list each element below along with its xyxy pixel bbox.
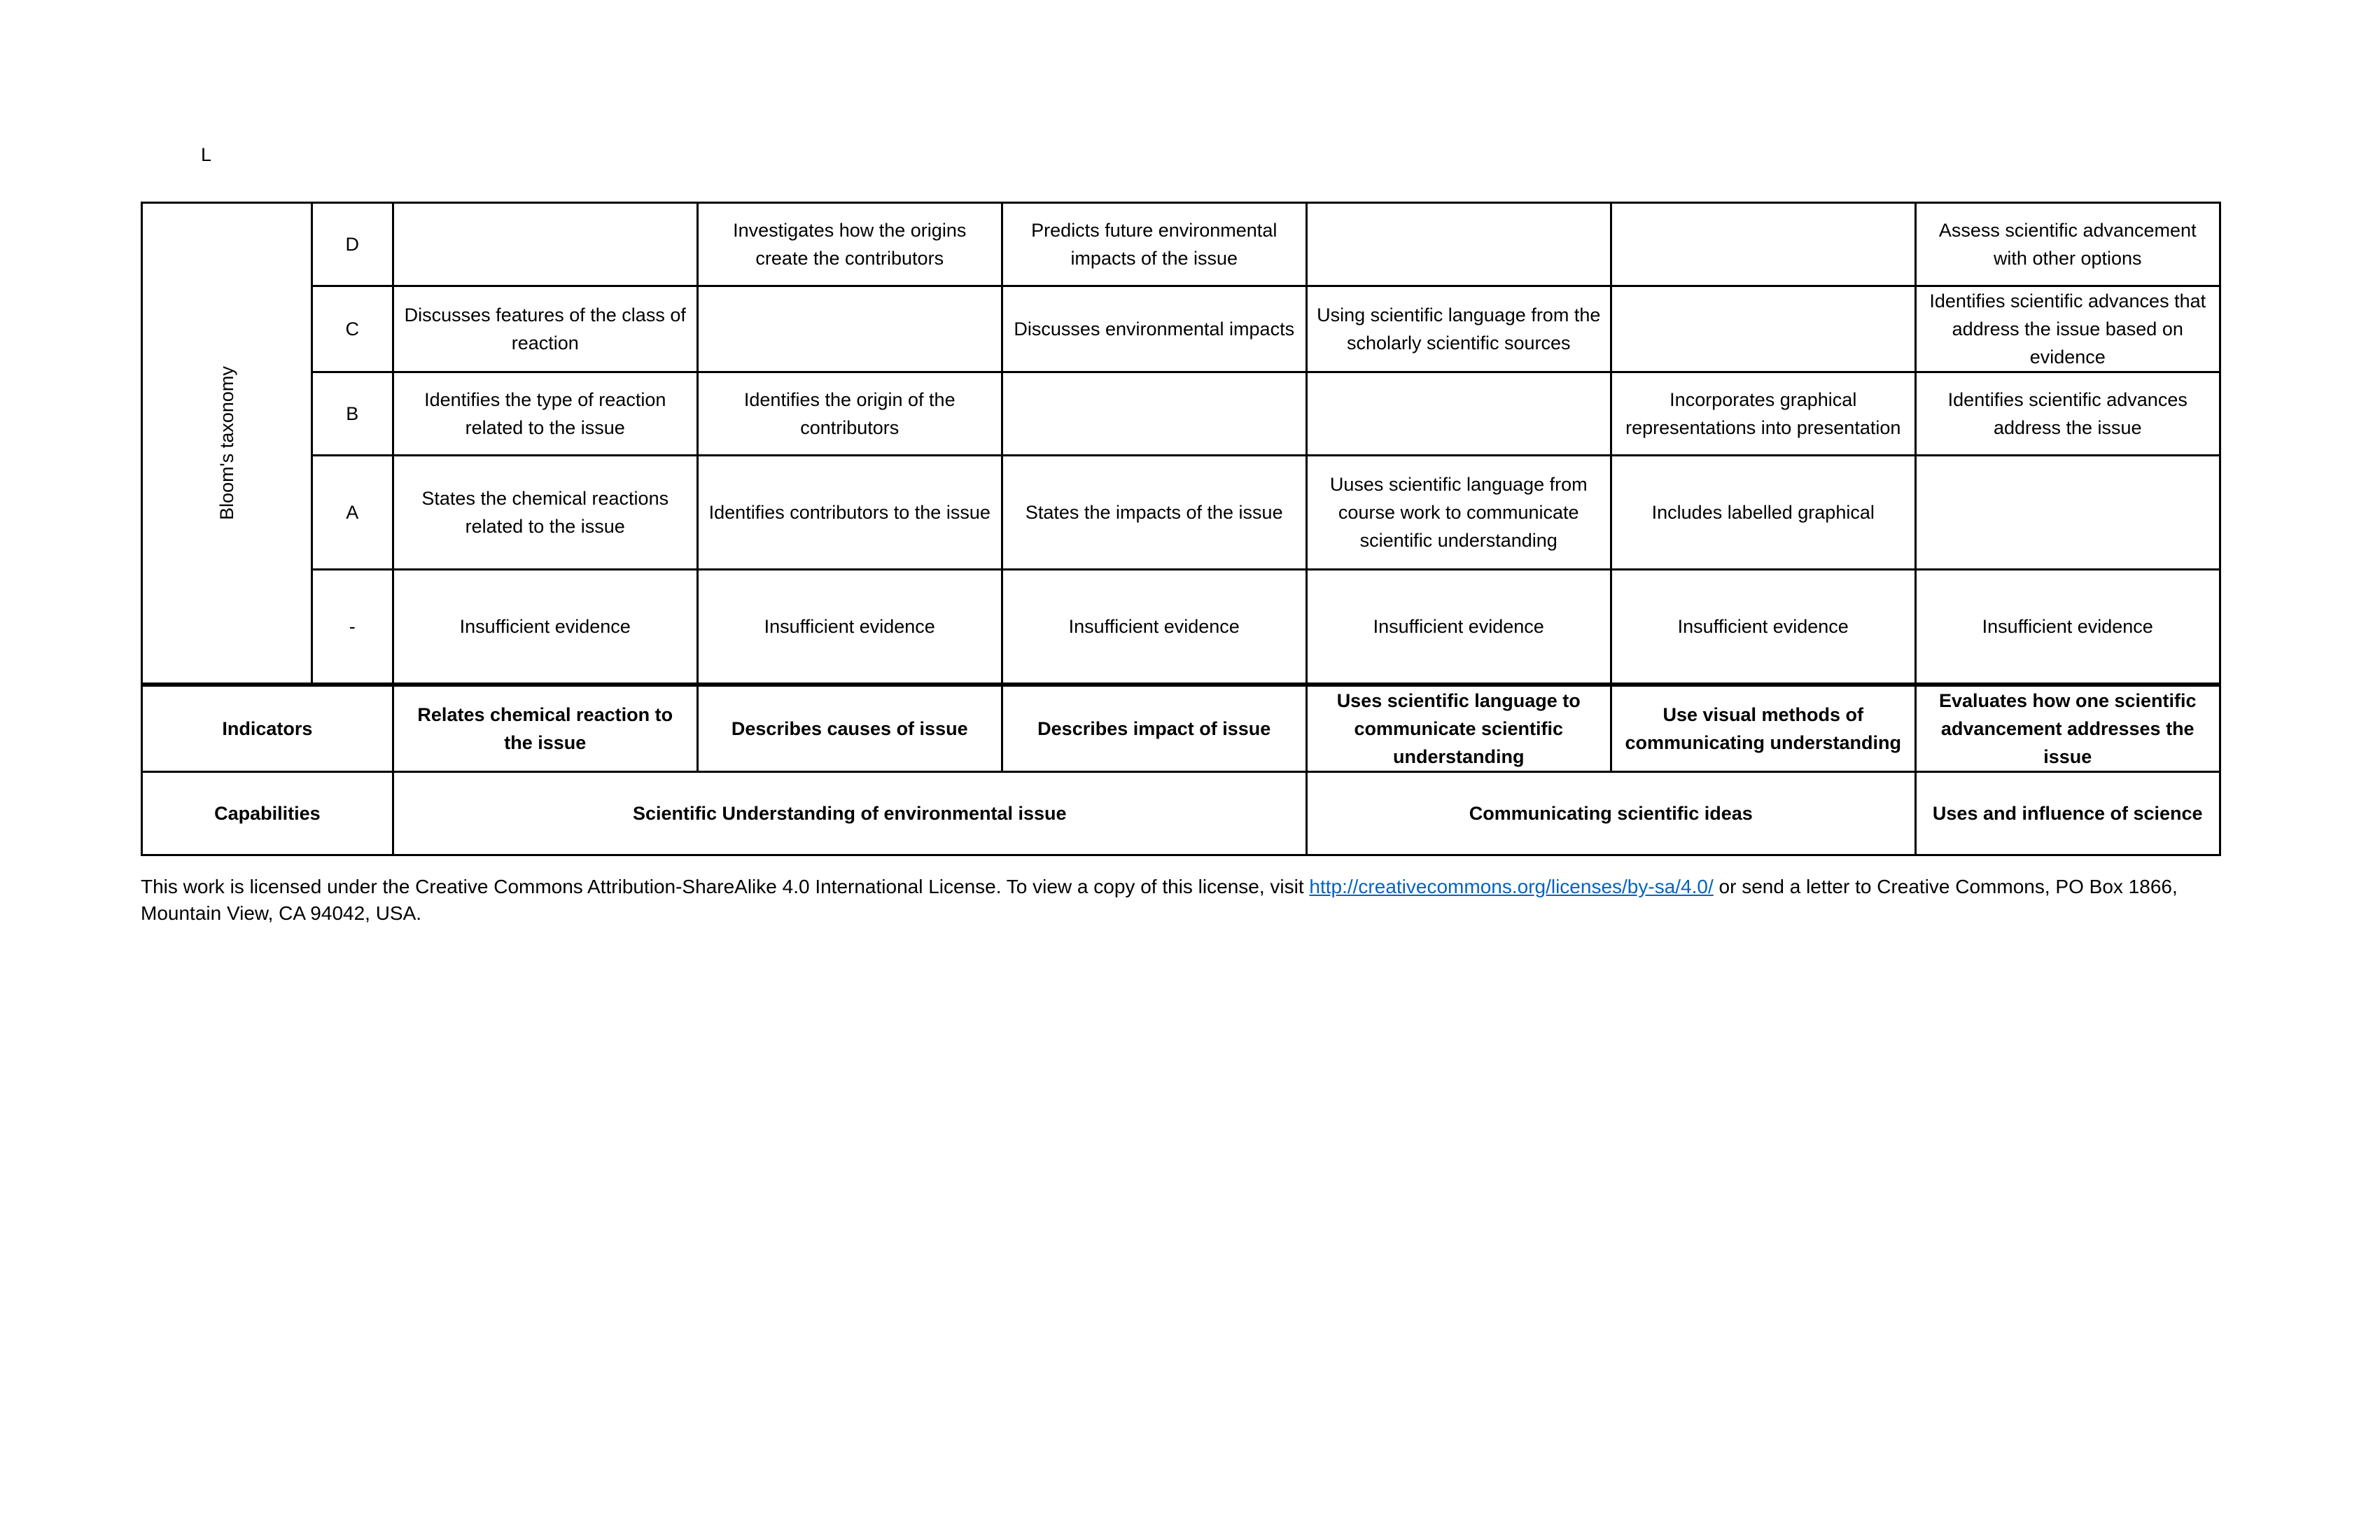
rubric-cell: Investigates how the origins create the contributors — [697, 203, 1002, 286]
indicator-cell: Relates chemical reaction to the issue — [393, 685, 697, 772]
rubric-cell — [393, 203, 697, 286]
rubric-cell: Insufficient evidence — [697, 570, 1002, 685]
rubric-cell: Identifies the origin of the contributors — [697, 372, 1002, 456]
level-label: B — [312, 372, 393, 456]
indicators-label: Indicators — [142, 685, 393, 772]
level-label: D — [312, 203, 393, 286]
license-text-after: or send a letter to Creative Commons, PO Box 1866, Mountain View, CA 94042, USA. — [141, 876, 2178, 924]
rubric-cell: Using scientific language from the scholarly scientific sources — [1306, 286, 1611, 372]
rubric-cell — [1915, 456, 2220, 570]
capabilities-label: Capabilities — [142, 772, 393, 855]
license-notice — [141, 874, 2248, 927]
rubric-cell: Insufficient evidence — [1611, 570, 1915, 685]
level-label: - — [312, 570, 393, 685]
table-row — [142, 570, 2220, 685]
level-label: A — [312, 456, 393, 570]
license-link[interactable]: http://creativecommons.org/licenses/by-sa/4.0/ — [1309, 876, 1714, 897]
rubric-cell: Uuses scientific language from course work to communicate scientific understanding — [1306, 456, 1611, 570]
rubric-cell: Identifies scientific advances that address the issue based on evidence — [1915, 286, 2220, 372]
rubric-cell: Insufficient evidence — [393, 570, 697, 685]
rubric-cell: Identifies contributors to the issue — [697, 456, 1002, 570]
rubric-cell — [1306, 372, 1611, 456]
rubric-table — [141, 202, 2221, 856]
rubric-cell: States the impacts of the issue — [1002, 456, 1306, 570]
capability-cell: Uses and influence of science — [1915, 772, 2220, 855]
capability-cell: Scientific Understanding of environmental issue — [393, 772, 1306, 855]
table-row — [142, 456, 2220, 570]
rubric-cell — [1611, 286, 1915, 372]
rubric-cell — [1002, 372, 1306, 456]
indicator-cell: Evaluates how one scientific advancement addresses the issue — [1915, 685, 2220, 772]
indicators-row — [142, 685, 2220, 772]
capabilities-row — [142, 772, 2220, 855]
rubric-cell: Insufficient evidence — [1002, 570, 1306, 685]
indicator-cell: Describes impact of issue — [1002, 685, 1306, 772]
blooms-taxonomy-label: Bloom's taxonomy — [216, 366, 237, 520]
rubric-cell — [697, 286, 1002, 372]
rubric-cell: Assess scientific advancement with other options — [1915, 203, 2220, 286]
rubric-cell: Incorporates graphical representations into presentation — [1611, 372, 1915, 456]
rubric-cell: Insufficient evidence — [1306, 570, 1611, 685]
rubric-cell: Identifies scientific advances address the issue — [1915, 372, 2220, 456]
license-text-before: This work is licensed under the Creative Commons Attribution-ShareAlike 4.0 International License. To view a copy of this license, visit — [141, 876, 1310, 897]
rubric-cell: Discusses environmental impacts — [1002, 286, 1306, 372]
indicator-cell: Use visual methods of communicating understanding — [1611, 685, 1915, 772]
rubric-cell: Predicts future environmental impacts of the issue — [1002, 203, 1306, 286]
table-row — [142, 372, 2220, 456]
table-row — [142, 203, 2220, 286]
rubric-cell — [1306, 203, 1611, 286]
rubric-cell: Insufficient evidence — [1915, 570, 2220, 685]
indicator-cell: Describes causes of issue — [697, 685, 1002, 772]
rubric-cell: Discusses features of the class of reaction — [393, 286, 697, 372]
capability-cell: Communicating scientific ideas — [1306, 772, 1915, 855]
page-marker: L — [201, 144, 212, 165]
level-label: C — [312, 286, 393, 372]
rubric-cell: Identifies the type of reaction related to the issue — [393, 372, 697, 456]
blooms-taxonomy-cell — [142, 203, 312, 685]
rubric-cell: Includes labelled graphical — [1611, 456, 1915, 570]
indicator-cell: Uses scientific language to communicate scientific understanding — [1306, 685, 1611, 772]
table-row — [142, 286, 2220, 372]
rubric-cell — [1611, 203, 1915, 286]
rubric-cell: States the chemical reactions related to the issue — [393, 456, 697, 570]
